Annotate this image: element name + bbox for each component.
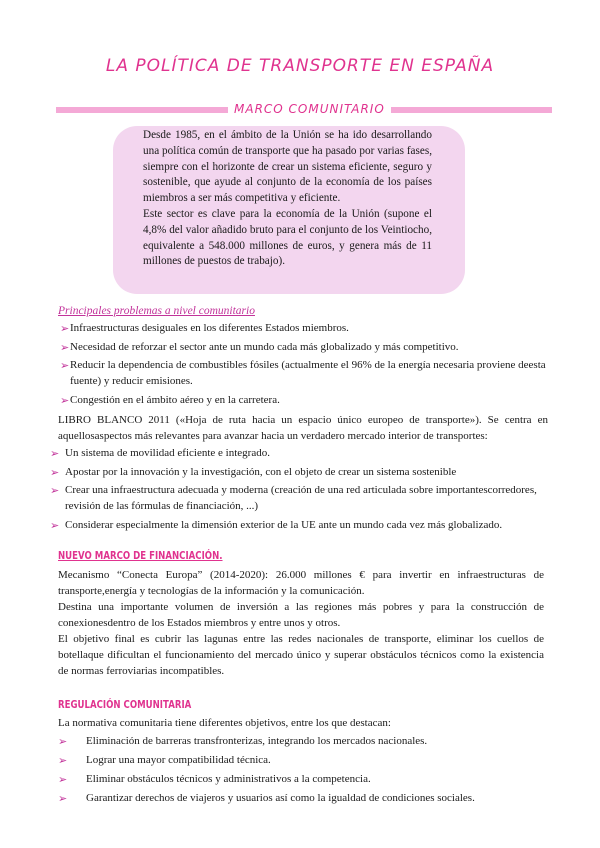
financiacion-paragraph: El objetivo final es cubrir las lagunas entre las redes nacionales de transporte, eliminar los cuellos de botellaque dificultan el funcionamiento del mercado único y superar obstáculos técnicos como la existencia de normas ferroviarias incompatibles. xyxy=(58,633,544,677)
problems-list xyxy=(60,321,550,411)
intro-box-text xyxy=(143,128,432,270)
list-item xyxy=(50,518,550,534)
libro-blanco-intro: LIBRO BLANCO 2011 («Hoja de ruta hacia un espacio único europeo de transporte»). Se centra en aquellosaspectos más relevantes para avanzar hacia un verdadero mercado interior de transportes: xyxy=(58,414,548,442)
list-item xyxy=(50,483,550,515)
list-item xyxy=(50,446,550,462)
intro-paragraph: Desde 1985, en el ámbito de la Unión se ha ido desarrollando una política común de transporte que ha pasado por varias fases, siempre con el horizonte de crear un sistema eficiente, seguro y sostenible, que ayude al conjunto de la economía de los países miembros a ser más competitiva y eficiente. xyxy=(143,129,432,205)
problems-heading: Principales problemas a nivel comunitario xyxy=(58,305,255,317)
list-item-text: Eliminar obstáculos técnicos y administrativos a la competencia. xyxy=(86,772,371,785)
libro-blanco-list xyxy=(50,446,550,536)
arrow-bullet-icon: ➢ xyxy=(60,322,70,335)
list-item-text: Un sistema de movilidad eficiente e integrado. xyxy=(65,447,270,459)
regulacion-list xyxy=(58,734,558,810)
list-item-text: Necesidad de reforzar el sector ante un mundo cada más globalizado y más competitivo. xyxy=(70,340,459,353)
list-item xyxy=(58,734,558,750)
list-item-text: Crear una infraestructura adecuada y moderna (creación de una red articulada sobre importantescorredores, revisión de las fórmulas de financiación, ...) xyxy=(65,484,537,512)
regulacion-heading: REGULACIÓN COMUNITARIA xyxy=(58,698,192,711)
list-item-text: Lograr una mayor compatibilidad técnica. xyxy=(86,753,271,766)
list-item xyxy=(50,465,550,481)
arrow-bullet-icon: ➢ xyxy=(60,393,70,407)
arrow-bullet-icon: ➢ xyxy=(50,484,60,498)
list-item xyxy=(60,358,550,390)
financiacion-paragraph: Mecanismo “Conecta Europa” (2014-2020): 26.000 millones € para invertir en infraestructuras de transporte,energía y tecnologías de la información y la comunicación. xyxy=(58,569,544,597)
intro-paragraph: Este sector es clave para la economía de la Unión (supone el 4,8% del valor añadido bruto para el conjunto de los Veintiocho, equivalente a 548.000 millones de euros, y genera más de 11 millones de puestos de trabajo). xyxy=(143,207,432,268)
list-item-text: Considerar especialmente la dimensión exterior de la UE ante un mundo cada vez más globalizado. xyxy=(65,518,503,531)
arrow-bullet-icon: ➢ xyxy=(60,359,70,373)
list-item-text: Garantizar derechos de viajeros y usuarios así como la igualdad de condiciones sociales. xyxy=(86,791,475,804)
regulacion-intro: La normativa comunitaria tiene diferentes objetivos, entre los que destacan: xyxy=(58,717,391,729)
page-title: LA POLÍTICA DE TRANSPORTE EN ESPAÑA xyxy=(105,56,495,76)
list-item-text: Eliminación de barreras transfronterizas, integrando los mercados nacionales. xyxy=(86,735,428,747)
arrow-bullet-icon: ➢ xyxy=(50,447,60,460)
arrow-bullet-icon: ➢ xyxy=(50,465,60,479)
list-item xyxy=(58,772,558,788)
list-item-text: Apostar por la innovación y la investigación, con el objeto de crear un sistema sostenible xyxy=(65,465,457,478)
financiacion-paragraph: Destina una importante volumen de inversión a las regiones más pobres y para la construcción de conexionesdentro de los Estados miembros y entre unos y otros. xyxy=(58,601,544,629)
arrow-bullet-icon: ➢ xyxy=(58,772,68,786)
list-item xyxy=(60,393,550,409)
arrow-bullet-icon: ➢ xyxy=(58,791,68,805)
list-item-text: Infraestructuras desiguales en los diferentes Estados miembros. xyxy=(70,322,349,334)
section-band-label: MARCO COMUNITARIO xyxy=(228,102,391,116)
list-item-text: Reducir la dependencia de combustibles fósiles (actualmente el 96% de la energía necesaria proviene deesta fuente) y reducir emisiones. xyxy=(70,359,546,387)
list-item-text: Congestión en el ámbito aéreo y en la carretera. xyxy=(70,393,280,406)
arrow-bullet-icon: ➢ xyxy=(50,518,60,532)
financiacion-heading: NUEVO MARCO DE FINANCIACIÓN. xyxy=(58,549,223,562)
list-item xyxy=(58,791,558,807)
list-item xyxy=(58,753,558,769)
list-item xyxy=(60,340,550,356)
arrow-bullet-icon: ➢ xyxy=(58,735,68,748)
arrow-bullet-icon: ➢ xyxy=(58,753,68,767)
arrow-bullet-icon: ➢ xyxy=(60,340,70,354)
list-item xyxy=(60,321,550,337)
